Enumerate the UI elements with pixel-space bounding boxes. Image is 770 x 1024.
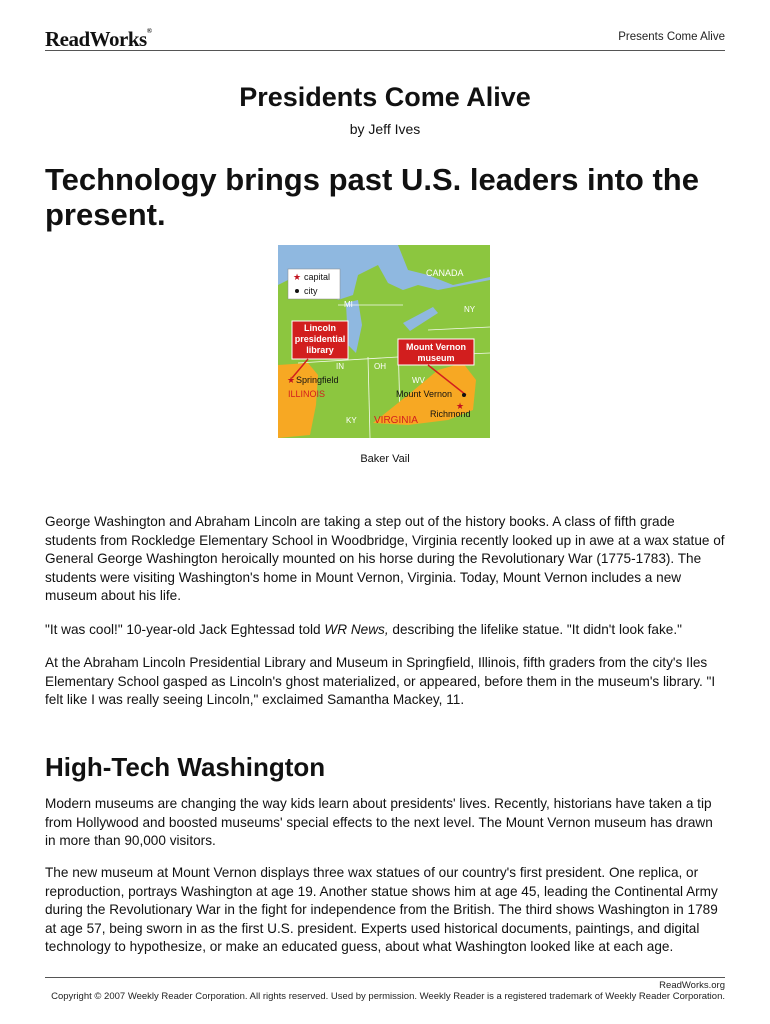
svg-text:IN: IN bbox=[336, 362, 344, 371]
svg-text:CANADA: CANADA bbox=[426, 268, 464, 278]
svg-text:KY: KY bbox=[346, 416, 357, 425]
svg-text:Springfield: Springfield bbox=[296, 375, 339, 385]
map-caption: Baker Vail bbox=[360, 453, 410, 465]
paragraph-quote: "It was cool!" 10-year-old Jack Eghtessad told WR News, describing the lifelike statue. "It didn't look fake." bbox=[45, 622, 682, 637]
running-title: Presents Come Alive bbox=[618, 31, 725, 43]
article-byline: by Jeff Ives bbox=[349, 121, 421, 137]
readworks-logo: ReadWorks® bbox=[45, 27, 152, 51]
footer-copyright: Copyright © 2007 Weekly Reader Corporation. All rights reserved. Used by permission. Weekly Reader is a registered trademark of Weekly Reader Corporation. bbox=[51, 991, 725, 1002]
paragraph-intro: George Washington and Abraham Lincoln are taking a step out of the history books. A class of fifth grade students from Rockledge Elementary School in Woodbridge, Virginia recently looked up in awe at a wax statue of General George Washington heroically mounted on his horse during the Revolutionary War (1775-1783). The students were visiting Washington's home in Mount Vernon, Virginia. Today, Mount Vernon includes a new museum about his life. bbox=[45, 514, 725, 604]
svg-text:museum: museum bbox=[417, 353, 455, 363]
svg-text:VIRGINIA: VIRGINIA bbox=[374, 415, 418, 426]
paragraph-lincoln: At the Abraham Lincoln Presidential Library and Museum in Springfield, Illinois, fifth graders from the city's Iles Elementary School gasped as Lincoln's ghost materialized, or appeared, before them in the museum's library. "I felt like I was really seeing Lincoln," exclaimed Samantha Mackey, 11. bbox=[45, 655, 716, 708]
svg-text:Lincoln: Lincoln bbox=[304, 323, 336, 333]
region-map bbox=[278, 245, 490, 438]
svg-text:Mount Vernon: Mount Vernon bbox=[406, 342, 466, 352]
svg-text:NY: NY bbox=[464, 305, 476, 314]
svg-text:WV: WV bbox=[412, 376, 425, 385]
city-dot-icon bbox=[295, 289, 299, 293]
section-heading: High-Tech Washington bbox=[45, 752, 326, 782]
article-subtitle: Technology brings past U.S. leaders into the present. bbox=[45, 162, 699, 232]
svg-text:Richmond: Richmond bbox=[430, 409, 471, 419]
svg-text:presidential: presidential bbox=[294, 334, 346, 344]
footer-site: ReadWorks.org bbox=[659, 980, 725, 991]
svg-text:OH: OH bbox=[374, 362, 386, 371]
springfield-star-icon: ★ bbox=[287, 375, 296, 385]
mount-vernon-dot-icon bbox=[462, 393, 466, 397]
capital-star-icon: ★ bbox=[293, 272, 302, 282]
paragraph-museums: Modern museums are changing the way kids learn about presidents' lives. Recently, historians have taken a tip from Hollywood and boosted museums' special effects to the next level. The Mount Vernon museum has drawn in more than 90,000 visitors. bbox=[45, 796, 713, 849]
svg-text:capital: capital bbox=[304, 272, 331, 282]
svg-text:MI: MI bbox=[344, 300, 353, 309]
footer-divider bbox=[45, 977, 725, 978]
svg-text:library: library bbox=[306, 345, 334, 355]
paragraph-statues: The new museum at Mount Vernon displays three wax statues of our country's first president. One replica, or reproduction, portrays Washington at age 19. Another statue shows him at age 45, leading the Continental Army during the Revolutionary War in the fight for independence from the British. The third shows Washington in 1789 at age 57, being sworn in as the first U.S. president. Experts used historical documents, paintings, and digital technology to hypothesize, or make an educated guess, about what Washington looked like at each age. bbox=[45, 865, 718, 955]
svg-text:city: city bbox=[304, 286, 318, 296]
header-divider bbox=[45, 50, 725, 51]
svg-text:ILLINOIS: ILLINOIS bbox=[288, 389, 326, 399]
svg-text:Mount Vernon: Mount Vernon bbox=[396, 389, 453, 399]
richmond-star-icon: ★ bbox=[456, 401, 465, 411]
article-title: Presidents Come Alive bbox=[239, 82, 531, 112]
